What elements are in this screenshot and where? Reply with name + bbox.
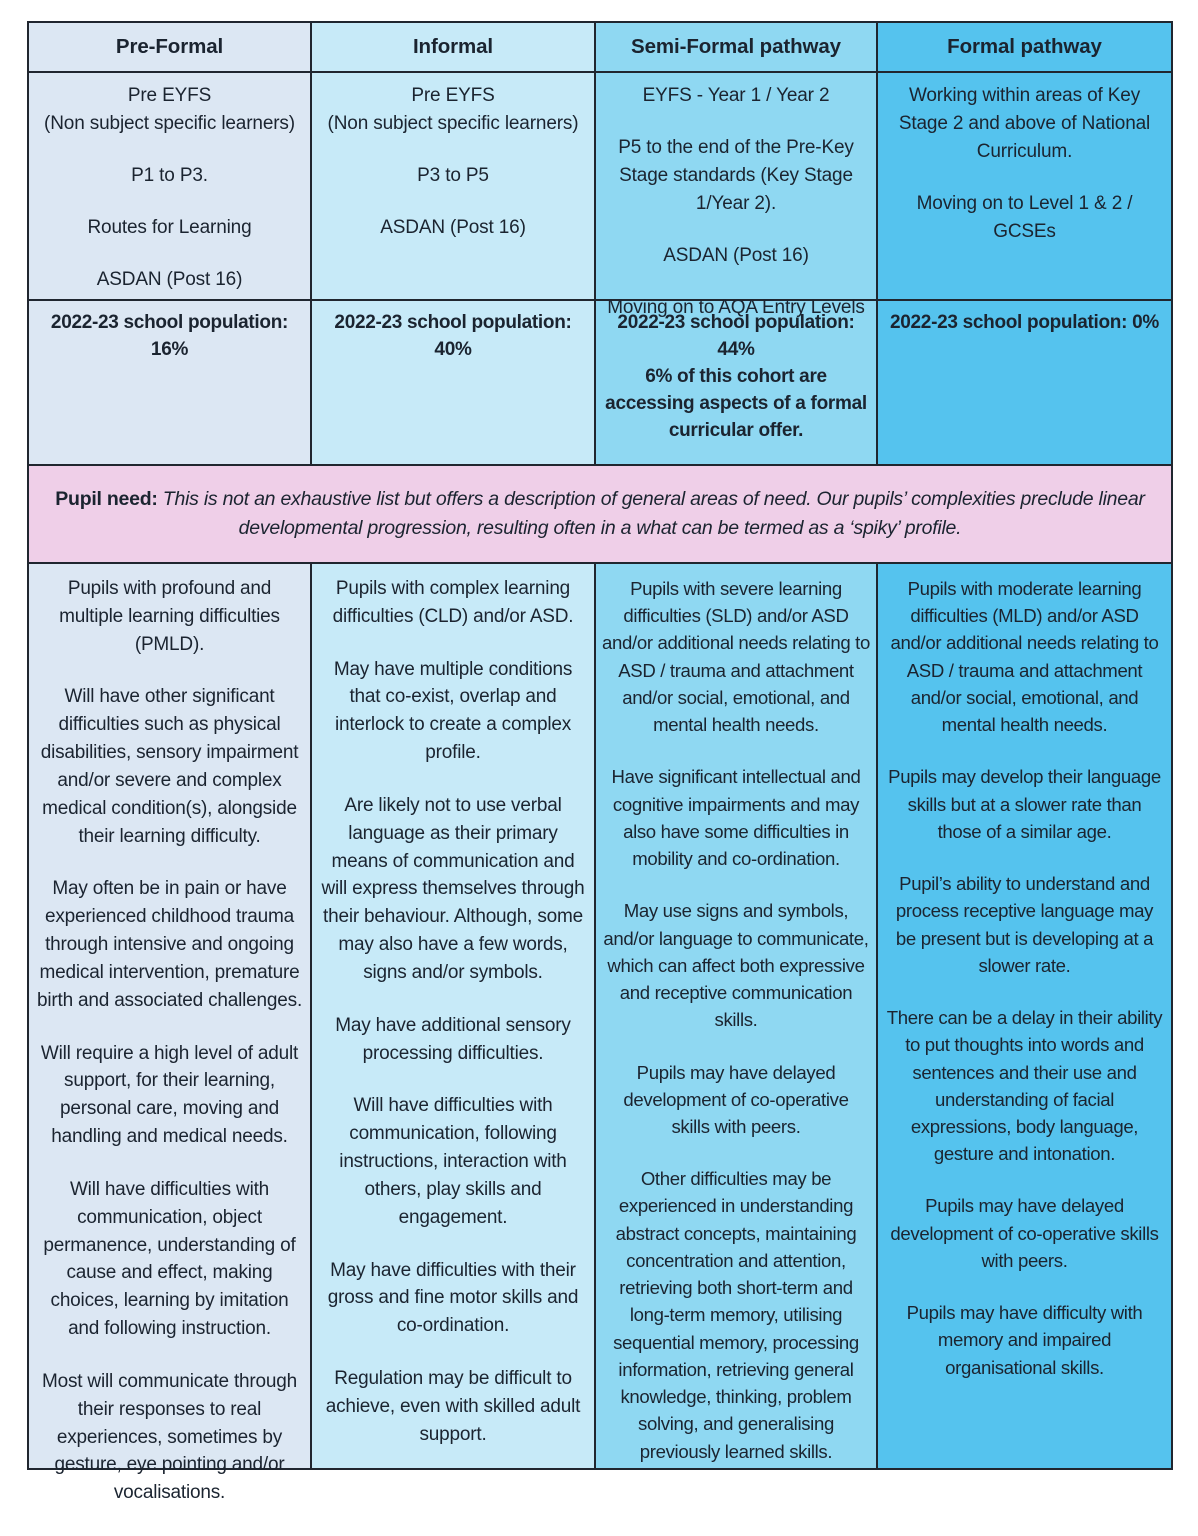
table-needs-row xyxy=(28,563,1172,1469)
population-text xyxy=(36,310,303,364)
paragraph: May have additional sensory processing difficulties. xyxy=(335,1014,571,1064)
needs-text xyxy=(602,575,870,1465)
paragraph: Pupils may have difficulty with memory and impaired organisational skills. xyxy=(906,1302,1143,1378)
paragraph: Pupil’s ability to understand and process receptive language may be present but is developing at a slower rate. xyxy=(895,873,1154,976)
description-cell-informal xyxy=(311,72,595,300)
table-population-row xyxy=(28,300,1172,465)
table-header-row xyxy=(28,22,1172,72)
table-description-row xyxy=(28,72,1172,300)
paragraph: P1 to P3. xyxy=(131,164,208,186)
paragraph: ASDAN (Post 16) xyxy=(663,244,809,266)
paragraph: ASDAN (Post 16) xyxy=(380,216,526,238)
paragraph: There can be a delay in their ability to put thoughts into words and sentences and their use and understanding of facial expressions, body language, gesture and intonation. xyxy=(886,1007,1163,1165)
paragraph: Moving on to Level 1 & 2 / GCSEs xyxy=(916,192,1133,242)
paragraph: Routes for Learning xyxy=(87,216,252,238)
paragraph: Pupils may have delayed development of co-operative skills with peers. xyxy=(890,1195,1159,1271)
paragraph: May have multiple conditions that co-exist, overlap and interlock to create a complex profile. xyxy=(333,658,573,764)
paragraph: P3 to P5 xyxy=(417,164,489,186)
description-text xyxy=(319,82,587,242)
header-cell-pre-formal xyxy=(28,22,311,72)
paragraph: Pupils with moderate learning difficulties (MLD) and/or ASD and/or additional needs relating to ASD / trauma and attachment and/or social, emotional, and mental health needs. xyxy=(890,578,1159,736)
pupil-need-body: This is not an exhaustive list but offers a description of general areas of need. Our pupils’ complexities preclude linear developmental progression, resulting often in a what can be termed as a ‘spiky’ profile. xyxy=(157,488,1145,539)
paragraph: Will require a high level of adult support, for their learning, personal care, moving and handling and medical needs. xyxy=(40,1042,299,1148)
paragraph: May often be in pain or have experienced childhood trauma through intensive and ongoing medical intervention, premature birth and associated challenges. xyxy=(36,878,303,1011)
needs-cell-formal xyxy=(877,563,1172,1469)
population-cell-informal xyxy=(311,300,595,465)
paragraph: Pre EYFS (Non subject specific learners) xyxy=(327,85,579,134)
description-cell-pre-formal xyxy=(28,72,311,300)
header-cell-semi-formal xyxy=(595,22,877,72)
paragraph: Most will communicate through their responses to real experiences, sometimes by gesture, eye pointing and/or vocalisations. xyxy=(41,1370,298,1504)
population-text xyxy=(885,310,1164,337)
needs-text xyxy=(35,575,304,1507)
population-cell-pre-formal xyxy=(28,300,311,465)
paragraph: Pupils may have delayed development of co-operative skills with peers. xyxy=(623,1061,849,1137)
paragraph: Have significant intellectual and cognitive impairments and may also have some difficulties in mobility and co-ordination. xyxy=(611,766,861,870)
description-text xyxy=(885,82,1164,246)
paragraph: 2022-23 school population: 0% xyxy=(890,312,1159,333)
paragraph: Will have difficulties with communication, object permanence, understanding of cause and effect, making choices, learning by imitation and following instruction. xyxy=(43,1178,296,1340)
paragraph: Regulation may be difficult to achieve, even with skilled adult support. xyxy=(325,1368,581,1445)
paragraph: May have difficulties with their gross and fine motor skills and co-ordination. xyxy=(327,1259,579,1337)
population-text xyxy=(319,310,587,364)
paragraph: ASDAN (Post 16) xyxy=(96,268,243,290)
paragraph: Will have other significant difficulties such as physical disabilities, sensory impairment and/or severe and complex medical condition(s), alongside their learning difficulty. xyxy=(40,686,299,847)
column-header-label: Informal xyxy=(412,34,494,58)
column-header-label: Semi-Formal pathway xyxy=(631,34,841,58)
pupil-need-label: Pupil need: xyxy=(55,488,158,511)
paragraph: Pupils with complex learning difficulties (CLD) and/or ASD. xyxy=(332,578,574,627)
paragraph: 2022-23 school population: 44% xyxy=(617,312,855,360)
paragraph: Other difficulties may be experienced in understanding abstract concepts, maintaining concentration and attention, retrieving both short-term and long-term memory, utilising sequential memory, processing information, retrieving general knowledge, thinking, problem solving, and generalising previously learned skills. xyxy=(613,1168,859,1462)
paragraph: P5 to the end of the Pre-Key Stage standards (Key Stage 1/Year 2). xyxy=(618,136,854,214)
column-header-label: Formal pathway xyxy=(947,34,1102,58)
paragraph: Moving on to AQA Entry Levels xyxy=(607,296,865,318)
paragraph: Are likely not to use verbal language as their primary means of communication and will express themselves through their behaviour. Although, some may also have a few words, signs and/or symbols. xyxy=(321,794,585,983)
paragraph: EYFS - Year 1 / Year 2 xyxy=(642,85,830,106)
column-header-label: Pre-Formal xyxy=(115,34,224,58)
description-text xyxy=(603,82,869,322)
pupil-need-text xyxy=(45,485,1155,543)
description-text xyxy=(36,82,303,294)
needs-cell-semi-formal xyxy=(595,563,877,1469)
paragraph: Pre EYFS (Non subject specific learners) xyxy=(44,85,295,134)
paragraph: 2022-23 school population: 40% xyxy=(334,312,572,360)
population-cell-formal xyxy=(877,300,1172,465)
needs-cell-pre-formal xyxy=(28,563,311,1504)
paragraph: Will have difficulties with communication, following instructions, interaction with others, play skills and engagement. xyxy=(339,1095,567,1228)
needs-text xyxy=(884,575,1165,1381)
paragraph: 2022-23 school population: 16% xyxy=(50,312,289,360)
population-cell-semi-formal xyxy=(595,300,877,465)
header-cell-formal xyxy=(877,22,1172,72)
needs-text xyxy=(318,575,588,1449)
paragraph: Pupils may develop their language skills but at a slower rate than those of a similar age. xyxy=(888,766,1161,842)
header-cell-informal xyxy=(311,22,595,72)
paragraph: Working within areas of Key Stage 2 and above of National Curriculum. xyxy=(898,85,1151,162)
paragraph: 6% of this cohort are accessing aspects of a formal curricular offer. xyxy=(605,365,867,441)
paragraph: Pupils with profound and multiple learning difficulties (PMLD). xyxy=(59,578,280,655)
description-cell-semi-formal xyxy=(595,72,877,318)
needs-cell-informal xyxy=(311,563,595,1469)
population-text xyxy=(603,310,869,445)
curriculum-pathways-table xyxy=(27,21,1173,1504)
description-cell-formal xyxy=(877,72,1172,300)
pupil-need-banner-row xyxy=(28,465,1172,563)
pupil-need-banner xyxy=(28,465,1172,563)
paragraph: May use signs and symbols, and/or language to communicate, which can affect both expressive and receptive communication skills. xyxy=(603,900,869,1031)
paragraph: Pupils with severe learning difficulties (SLD) and/or ASD and/or additional needs relating to ASD / trauma and attachment and/or social, emotional, and mental health needs. xyxy=(602,578,870,736)
